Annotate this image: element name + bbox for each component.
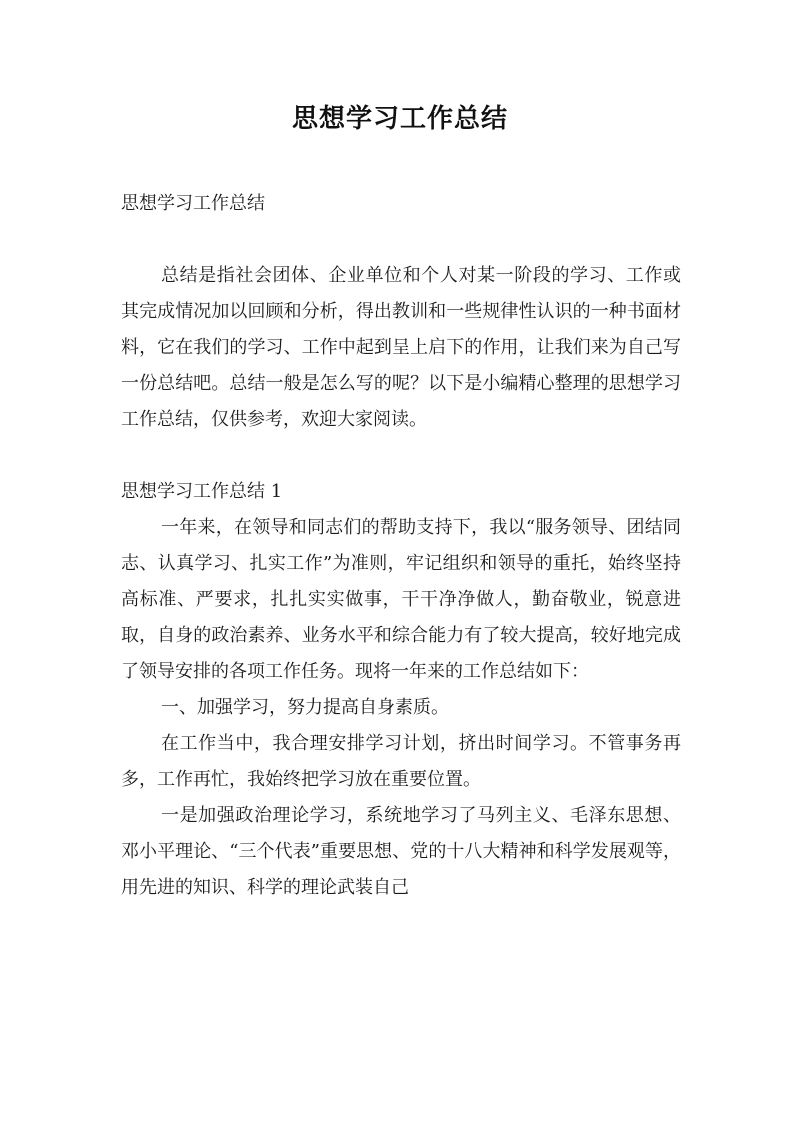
body-paragraph: 一年来，在领导和同志们的帮助支持下，我以“服务领导、团结同志、认真学习、扎实工作”为准则，牢记组织和领导的重托，始终坚持高标准、严要求，扎扎实实做事，干干净净做人，勤奋敬业，锐意进取，自身的政治素养、业务水平和综合能力有了较大提高，较好地完成了领导安排的各项工作任务。现将一年来的工作总结如下： <box>121 517 681 682</box>
page-title: 思想学习工作总结 <box>291 104 508 134</box>
body-paragraph: 一是加强政治理论学习，系统地学习了马列主义、毛泽东思想、邓小平理论、“三个代表”重要思想、党的十八大精神和科学发展观等，用先进的知识、科学的理论武装自己 <box>121 805 681 898</box>
document-body <box>121 186 681 906</box>
document-subtitle: 思想学习工作总结 <box>121 193 265 214</box>
body-paragraph: 在工作当中，我合理安排学习计划，挤出时间学习。不管事务再多，工作再忙，我始终把学习放在重要位置。 <box>121 733 681 790</box>
section-heading: 思想学习工作总结 1 <box>121 481 283 502</box>
intro-paragraph: 总结是指社会团体、企业单位和个人对某一阶段的学习、工作或其完成情况加以回顾和分析，得出教训和一些规律性认识的一种书面材料，它在我们的学习、工作中起到呈上启下的作用，让我们来为自己写一份总结吧。总结一般是怎么写的呢？以下是小编精心整理的思想学习工作总结，仅供参考，欢迎大家阅读。 <box>121 265 681 430</box>
body-paragraph: 一、加强学习，努力提高自身素质。 <box>161 697 449 718</box>
